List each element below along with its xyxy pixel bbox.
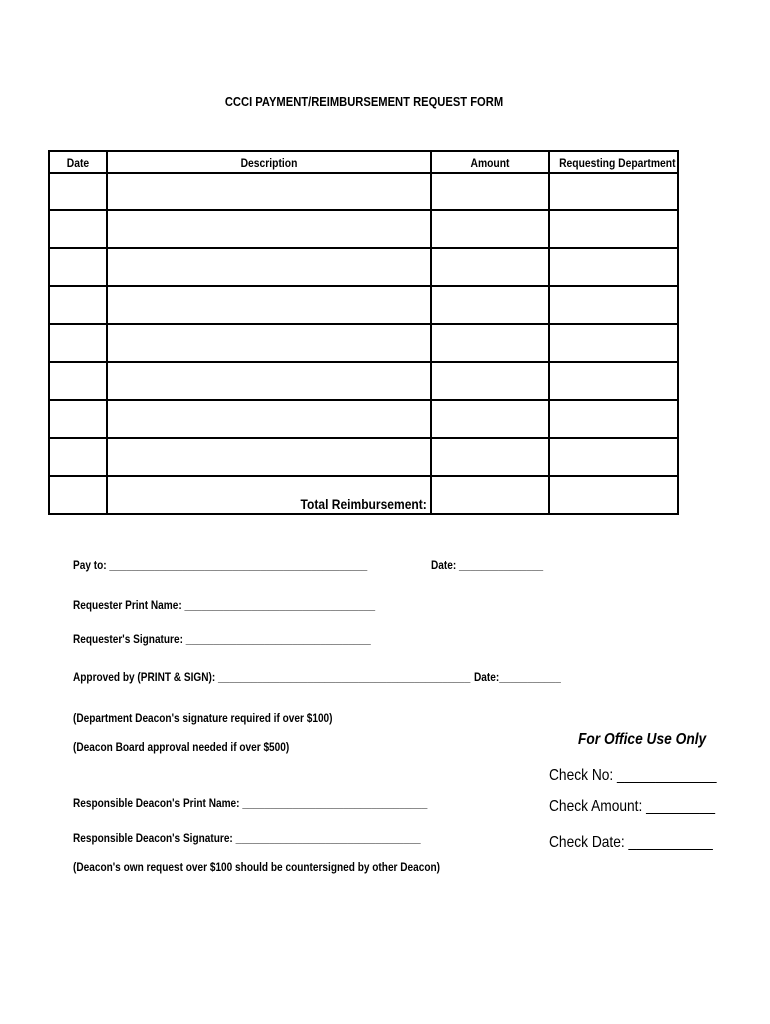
row-divider <box>50 323 677 325</box>
pay-to-field[interactable]: Pay to: ______________________________________________ <box>73 558 368 572</box>
row-divider <box>50 399 677 401</box>
countersign-note: (Deacon's own request over $100 should be countersigned by other Deacon) <box>73 860 441 874</box>
row-divider <box>50 285 677 287</box>
requester-signature-field[interactable]: Requester's Signature: _________________________________ <box>73 632 371 646</box>
form-title: CCCI PAYMENT/REIMBURSEMENT REQUEST FORM <box>224 94 504 109</box>
row-divider <box>50 437 677 439</box>
office-use-title: For Office Use Only <box>578 731 707 748</box>
board-approval-note: (Deacon Board approval needed if over $500) <box>73 740 290 754</box>
column-divider <box>549 152 550 513</box>
column-header-requesting-department: Requesting Department <box>559 156 676 170</box>
pay-date-field[interactable]: Date: _______________ <box>431 558 544 572</box>
row-divider <box>50 475 677 477</box>
column-header-description: Description <box>240 156 298 170</box>
requester-print-name-field[interactable]: Requester Print Name: __________________________________ <box>73 598 376 612</box>
reimbursement-table <box>48 150 679 515</box>
check-date-field[interactable]: Check Date: ___________ <box>549 834 713 851</box>
column-header-date: Date <box>66 156 90 170</box>
deacon-signature-note: (Department Deacon's signature required if over $100) <box>73 711 333 725</box>
column-header-amount: Amount <box>470 156 510 170</box>
approved-date-field[interactable]: Date:___________ <box>474 670 561 684</box>
responsible-deacon-signature-field[interactable]: Responsible Deacon's Signature: _________________________________ <box>73 831 421 845</box>
row-divider <box>50 361 677 363</box>
check-amount-field[interactable]: Check Amount: _________ <box>549 798 716 815</box>
column-divider <box>107 152 108 513</box>
check-number-field[interactable]: Check No: _____________ <box>549 767 717 784</box>
column-divider <box>431 152 432 513</box>
header-row-divider <box>50 172 677 174</box>
approved-by-field[interactable]: Approved by (PRINT & SIGN): _____________________________________________ <box>73 670 471 684</box>
responsible-deacon-print-name-field[interactable]: Responsible Deacon's Print Name: _________________________________ <box>73 796 428 810</box>
row-divider <box>50 247 677 249</box>
row-divider <box>50 209 677 211</box>
total-reimbursement-label: Total Reimbursement: <box>300 496 427 512</box>
